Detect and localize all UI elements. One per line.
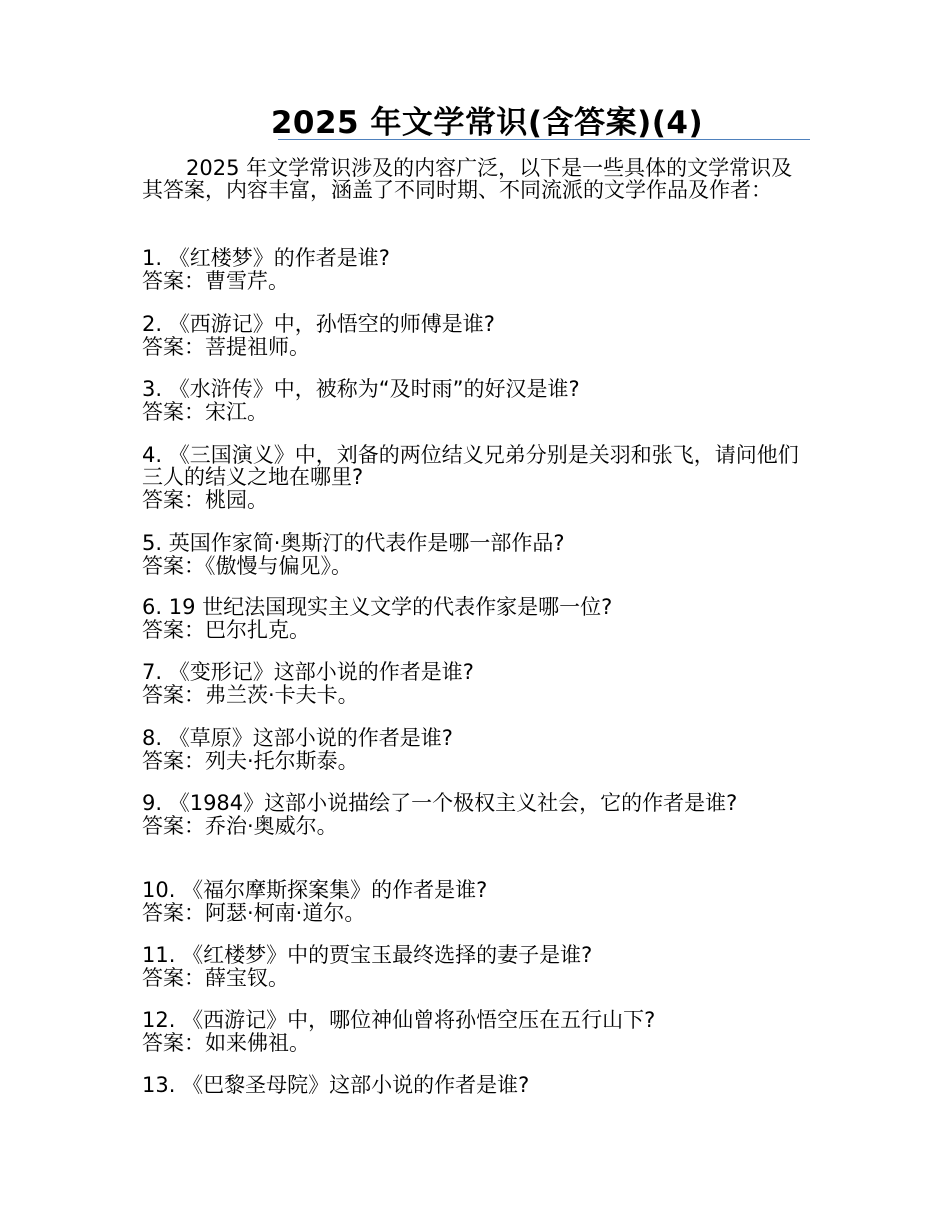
question-text: 3. 《水浒传》中，被称为“及时雨”的好汉是谁? (142, 377, 580, 401)
answer-text: 答案：乔治·奥威尔。 (142, 814, 338, 838)
qa-item (142, 532, 810, 577)
question-text: 1. 《红楼梦》的作者是谁? (142, 246, 390, 270)
qa-item (142, 1009, 810, 1054)
answer-text: 答案：如来佛祖。 (142, 1031, 310, 1055)
answer-text: 答案：宋江。 (142, 400, 268, 424)
qa-item (142, 944, 810, 989)
intro-paragraph: 2025 年文学常识涉及的内容广泛，以下是一些具体的文学常识及其答案，内容丰富，涵盖了不同时期、不同流派的文学作品及作者： (142, 156, 793, 202)
answer-text: 答案：薛宝钗。 (142, 966, 289, 990)
answer-text: 答案：列夫·托尔斯泰。 (142, 749, 359, 773)
question-text: 6. 19 世纪法国现实主义文学的代表作家是哪一位? (142, 595, 613, 619)
question-text: 5. 英国作家简·奥斯汀的代表作是哪一部作品? (142, 531, 565, 555)
question-text: 4. 《三国演义》中，刘备的两位结义兄弟分别是关羽和张飞，请问他们三人的结义之地在哪里? (142, 443, 799, 489)
qa-item (142, 444, 810, 511)
qa-item (142, 792, 810, 837)
answer-text: 答案：桃园。 (142, 488, 268, 512)
title-underline (278, 139, 810, 140)
qa-item (142, 596, 810, 641)
qa-item (142, 313, 810, 358)
question-text: 2. 《西游记》中，孙悟空的师傅是谁? (142, 312, 495, 336)
qa-item (142, 1074, 810, 1097)
answer-text: 答案：《傲慢与偏见》。 (142, 554, 352, 578)
page-title: 2025 年文学常识(含答案)(4) (270, 105, 704, 141)
answer-text: 答案：弗兰茨·卡夫卡。 (142, 683, 359, 707)
question-text: 9. 《1984》这部小说描绘了一个极权主义社会，它的作者是谁? (142, 791, 738, 815)
question-text: 12. 《西游记》中，哪位神仙曾将孙悟空压在五行山下? (142, 1008, 656, 1032)
answer-text: 答案：巴尔扎克。 (142, 618, 310, 642)
qa-item (142, 247, 810, 292)
question-text: 7. 《变形记》这部小说的作者是谁? (142, 660, 474, 684)
qa-item (142, 378, 810, 423)
qa-item (142, 727, 810, 772)
question-text: 11. 《红楼梦》中的贾宝玉最终选择的妻子是谁? (142, 943, 593, 967)
answer-text: 答案：曹雪芹。 (142, 269, 289, 293)
qa-item (142, 661, 810, 706)
question-text: 13. 《巴黎圣母院》这部小说的作者是谁? (142, 1073, 530, 1097)
question-text: 10. 《福尔摩斯探案集》的作者是谁? (142, 878, 488, 902)
answer-text: 答案：菩提祖师。 (142, 335, 310, 359)
answer-text: 答案：阿瑟·柯南·道尔。 (142, 901, 366, 925)
question-text: 8. 《草原》这部小说的作者是谁? (142, 726, 453, 750)
qa-item (142, 879, 810, 924)
